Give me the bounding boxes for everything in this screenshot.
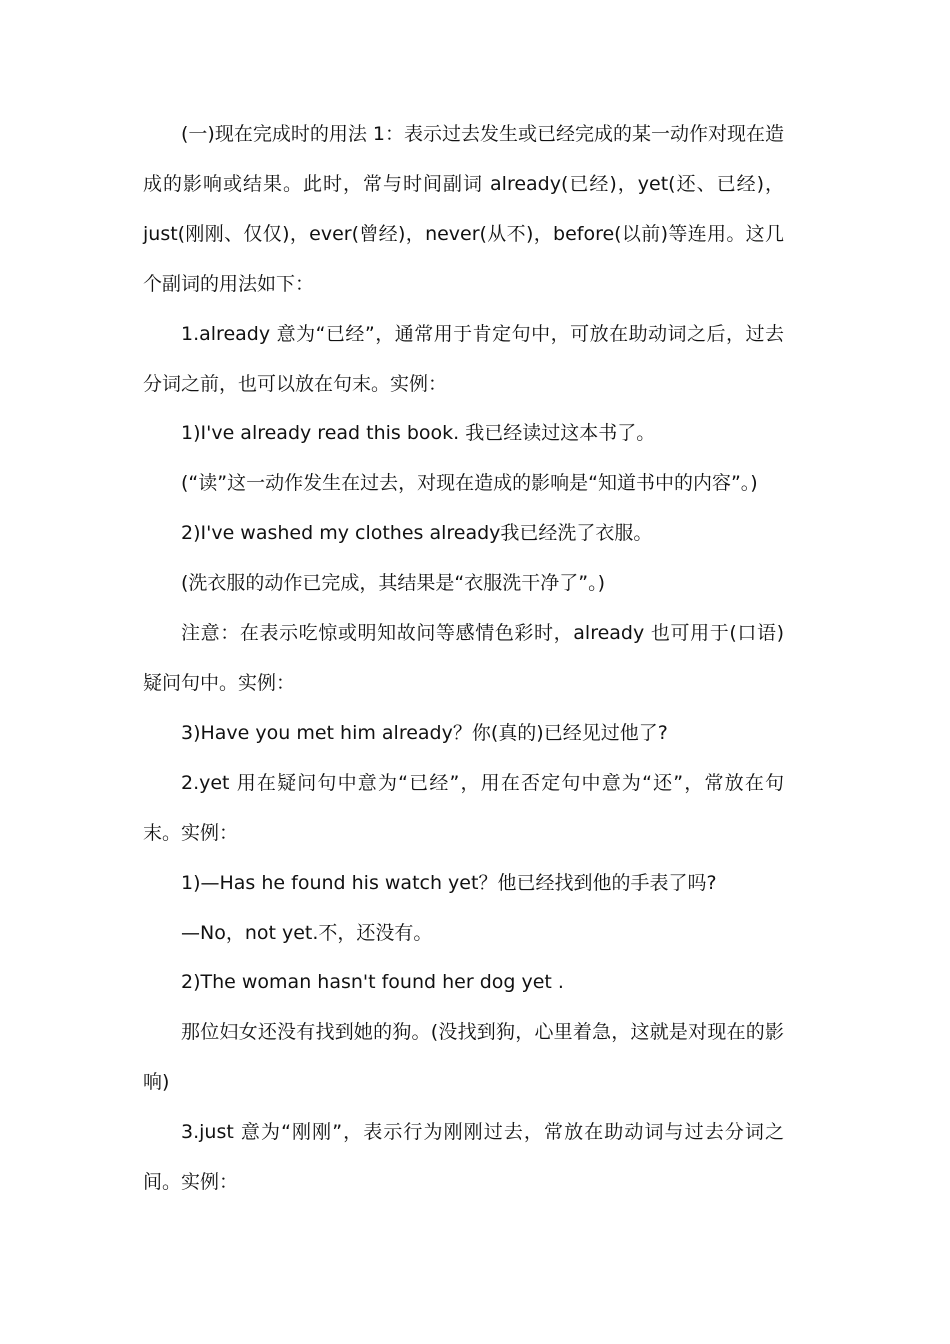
paragraph-just-definition: 3.just 意为“刚刚”，表示行为刚刚过去，常放在助动词与过去分词之间。实例：: [143, 1121, 784, 1194]
paragraph-yet-definition: 2.yet 用在疑问句中意为“已经”，用在否定句中意为“还”，常放在句末。实例：: [143, 771, 784, 844]
paragraph-example-1: 1)I've already read this book. 我已经读过这本书了。: [181, 422, 656, 445]
paragraph-example-3: 3)Have you met him already？你(真的)已经见过他了?: [181, 721, 668, 744]
paragraph-yet-example-2-translation: 那位妇女还没有找到她的狗。(没找到狗，心里着急，这就是对现在的影响): [143, 1021, 784, 1094]
paragraph-example-2: 2)I've washed my clothes already我已经洗了衣服。: [181, 522, 653, 545]
paragraph-intro: (一)现在完成时的用法 1：表示过去发生或已经完成的某一动作对现在造成的影响或结果。此时，常与时间副词 already(已经)，yet(还、已经)，just(刚刚、仅仅)，ever(曾经)，never(从不)，before(以前)等连用。这几个副词的用法如下：: [143, 123, 784, 295]
paragraph-already-definition: 1.already 意为“已经”，通常用于肯定句中，可放在助动词之后，过去分词之前，也可以放在句末。实例：: [143, 322, 784, 395]
paragraph-yet-example-1-answer: —No，not yet.不，还没有。: [181, 921, 433, 944]
paragraph-already-note: 注意：在表示吃惊或明知故问等感情色彩时，already 也可用于(口语)疑问句中。实例：: [143, 622, 784, 694]
paragraph-yet-example-2: 2)The woman hasn't found her dog yet .: [181, 971, 564, 994]
paragraph-example-1-note: (“读”这一动作发生在过去，对现在造成的影响是“知道书中的内容”。): [181, 472, 758, 495]
document-body: [143, 110, 784, 1208]
paragraph-yet-example-1: 1)—Has he found his watch yet？他已经找到他的手表了吗?: [181, 871, 717, 894]
paragraph-example-2-note: (洗衣服的动作已完成，其结果是“衣服洗干净了”。): [181, 572, 606, 595]
